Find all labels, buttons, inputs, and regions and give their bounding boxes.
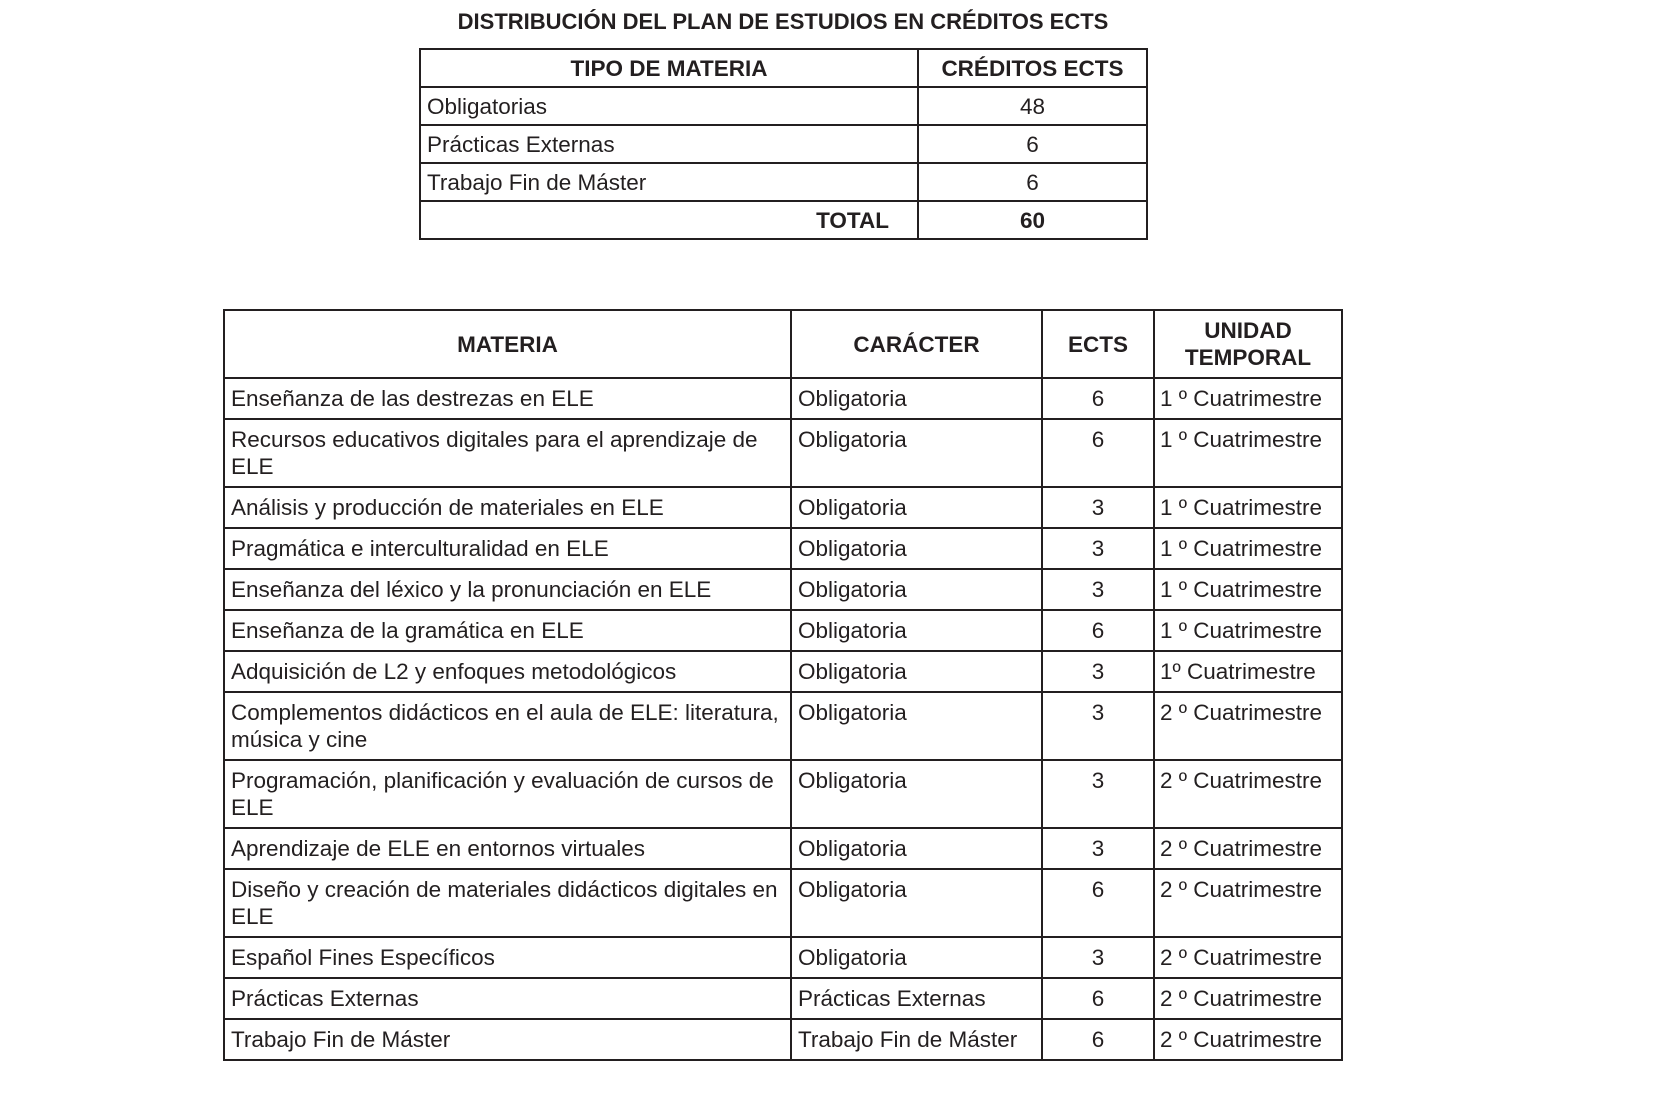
table-row	[224, 937, 1342, 978]
caracter-cell: Obligatoria	[791, 651, 1042, 692]
summary-header-row	[420, 49, 1147, 87]
creditos-cell: 6	[918, 163, 1147, 201]
materia-cell: Español Fines Específicos	[224, 937, 791, 978]
materia-cell: Recursos educativos digitales para el aprendizaje de ELE	[224, 419, 791, 487]
unidad-temporal-cell: 1 º Cuatrimestre	[1154, 378, 1342, 419]
ects-cell: 6	[1042, 378, 1154, 419]
detail-header-row	[224, 310, 1342, 378]
summary-row	[420, 163, 1147, 201]
header-ects: ECTS	[1042, 310, 1154, 378]
table-row	[224, 828, 1342, 869]
table-row	[224, 651, 1342, 692]
table-row	[224, 487, 1342, 528]
table-row	[224, 528, 1342, 569]
caracter-cell: Obligatoria	[791, 760, 1042, 828]
ects-cell: 3	[1042, 528, 1154, 569]
summary-table	[419, 48, 1148, 240]
caracter-cell: Obligatoria	[791, 378, 1042, 419]
ects-cell: 3	[1042, 937, 1154, 978]
detail-table	[223, 309, 1343, 1061]
table-row	[224, 610, 1342, 651]
summary-row	[420, 87, 1147, 125]
materia-cell: Adquisición de L2 y enfoques metodológicos	[224, 651, 791, 692]
caracter-cell: Obligatoria	[791, 828, 1042, 869]
unidad-temporal-cell: 2 º Cuatrimestre	[1154, 869, 1342, 937]
caracter-cell: Trabajo Fin de Máster	[791, 1019, 1042, 1060]
unidad-temporal-cell: 2 º Cuatrimestre	[1154, 692, 1342, 760]
materia-cell: Programación, planificación y evaluación de cursos de ELE	[224, 760, 791, 828]
ects-cell: 6	[1042, 869, 1154, 937]
materia-cell: Análisis y producción de materiales en ELE	[224, 487, 791, 528]
table-row	[224, 419, 1342, 487]
materia-cell: Pragmática e interculturalidad en ELE	[224, 528, 791, 569]
ects-cell: 6	[1042, 978, 1154, 1019]
unidad-temporal-cell: 1º Cuatrimestre	[1154, 651, 1342, 692]
caracter-cell: Obligatoria	[791, 937, 1042, 978]
materia-cell: Enseñanza del léxico y la pronunciación en ELE	[224, 569, 791, 610]
summary-total-row	[420, 201, 1147, 239]
unidad-temporal-cell: 1 º Cuatrimestre	[1154, 528, 1342, 569]
unidad-temporal-cell: 2 º Cuatrimestre	[1154, 978, 1342, 1019]
ects-cell: 3	[1042, 569, 1154, 610]
tipo-cell: Obligatorias	[420, 87, 918, 125]
page-title: DISTRIBUCIÓN DEL PLAN DE ESTUDIOS EN CRÉDITOS ECTS	[457, 9, 1109, 34]
ects-cell: 6	[1042, 419, 1154, 487]
caracter-cell: Obligatoria	[791, 610, 1042, 651]
materia-cell: Prácticas Externas	[224, 978, 791, 1019]
table-row	[224, 1019, 1342, 1060]
header-creditos: CRÉDITOS ECTS	[918, 49, 1147, 87]
creditos-cell: 48	[918, 87, 1147, 125]
ects-cell: 3	[1042, 828, 1154, 869]
ects-cell: 3	[1042, 760, 1154, 828]
materia-cell: Enseñanza de la gramática en ELE	[224, 610, 791, 651]
caracter-cell: Obligatoria	[791, 419, 1042, 487]
unidad-temporal-cell: 1 º Cuatrimestre	[1154, 610, 1342, 651]
unidad-temporal-cell: 1 º Cuatrimestre	[1154, 419, 1342, 487]
unidad-temporal-cell: 1 º Cuatrimestre	[1154, 569, 1342, 610]
header-materia: MATERIA	[224, 310, 791, 378]
ects-cell: 6	[1042, 610, 1154, 651]
caracter-cell: Obligatoria	[791, 692, 1042, 760]
ects-cell: 6	[1042, 1019, 1154, 1060]
unidad-temporal-cell: 2 º Cuatrimestre	[1154, 937, 1342, 978]
header-unidad-temporal: UNIDAD TEMPORAL	[1154, 310, 1342, 378]
tipo-cell: Prácticas Externas	[420, 125, 918, 163]
tipo-cell: Trabajo Fin de Máster	[420, 163, 918, 201]
unidad-temporal-cell: 2 º Cuatrimestre	[1154, 1019, 1342, 1060]
materia-cell: Diseño y creación de materiales didácticos digitales en ELE	[224, 869, 791, 937]
caracter-cell: Obligatoria	[791, 528, 1042, 569]
total-label: TOTAL	[420, 201, 918, 239]
header-caracter: CARÁCTER	[791, 310, 1042, 378]
materia-cell: Aprendizaje de ELE en entornos virtuales	[224, 828, 791, 869]
unidad-temporal-cell: 2 º Cuatrimestre	[1154, 760, 1342, 828]
ects-cell: 3	[1042, 651, 1154, 692]
caracter-cell: Obligatoria	[791, 487, 1042, 528]
creditos-cell: 6	[918, 125, 1147, 163]
table-row	[224, 978, 1342, 1019]
caracter-cell: Prácticas Externas	[791, 978, 1042, 1019]
table-row	[224, 760, 1342, 828]
materia-cell: Enseñanza de las destrezas en ELE	[224, 378, 791, 419]
table-row	[224, 378, 1342, 419]
table-row	[224, 569, 1342, 610]
ects-cell: 3	[1042, 487, 1154, 528]
table-row	[224, 692, 1342, 760]
table-row	[224, 869, 1342, 937]
unidad-temporal-cell: 1 º Cuatrimestre	[1154, 487, 1342, 528]
header-tipo: TIPO DE MATERIA	[420, 49, 918, 87]
summary-row	[420, 125, 1147, 163]
ects-cell: 3	[1042, 692, 1154, 760]
materia-cell: Trabajo Fin de Máster	[224, 1019, 791, 1060]
unidad-temporal-cell: 2 º Cuatrimestre	[1154, 828, 1342, 869]
materia-cell: Complementos didácticos en el aula de ELE: literatura, música y cine	[224, 692, 791, 760]
caracter-cell: Obligatoria	[791, 569, 1042, 610]
total-value: 60	[918, 201, 1147, 239]
caracter-cell: Obligatoria	[791, 869, 1042, 937]
